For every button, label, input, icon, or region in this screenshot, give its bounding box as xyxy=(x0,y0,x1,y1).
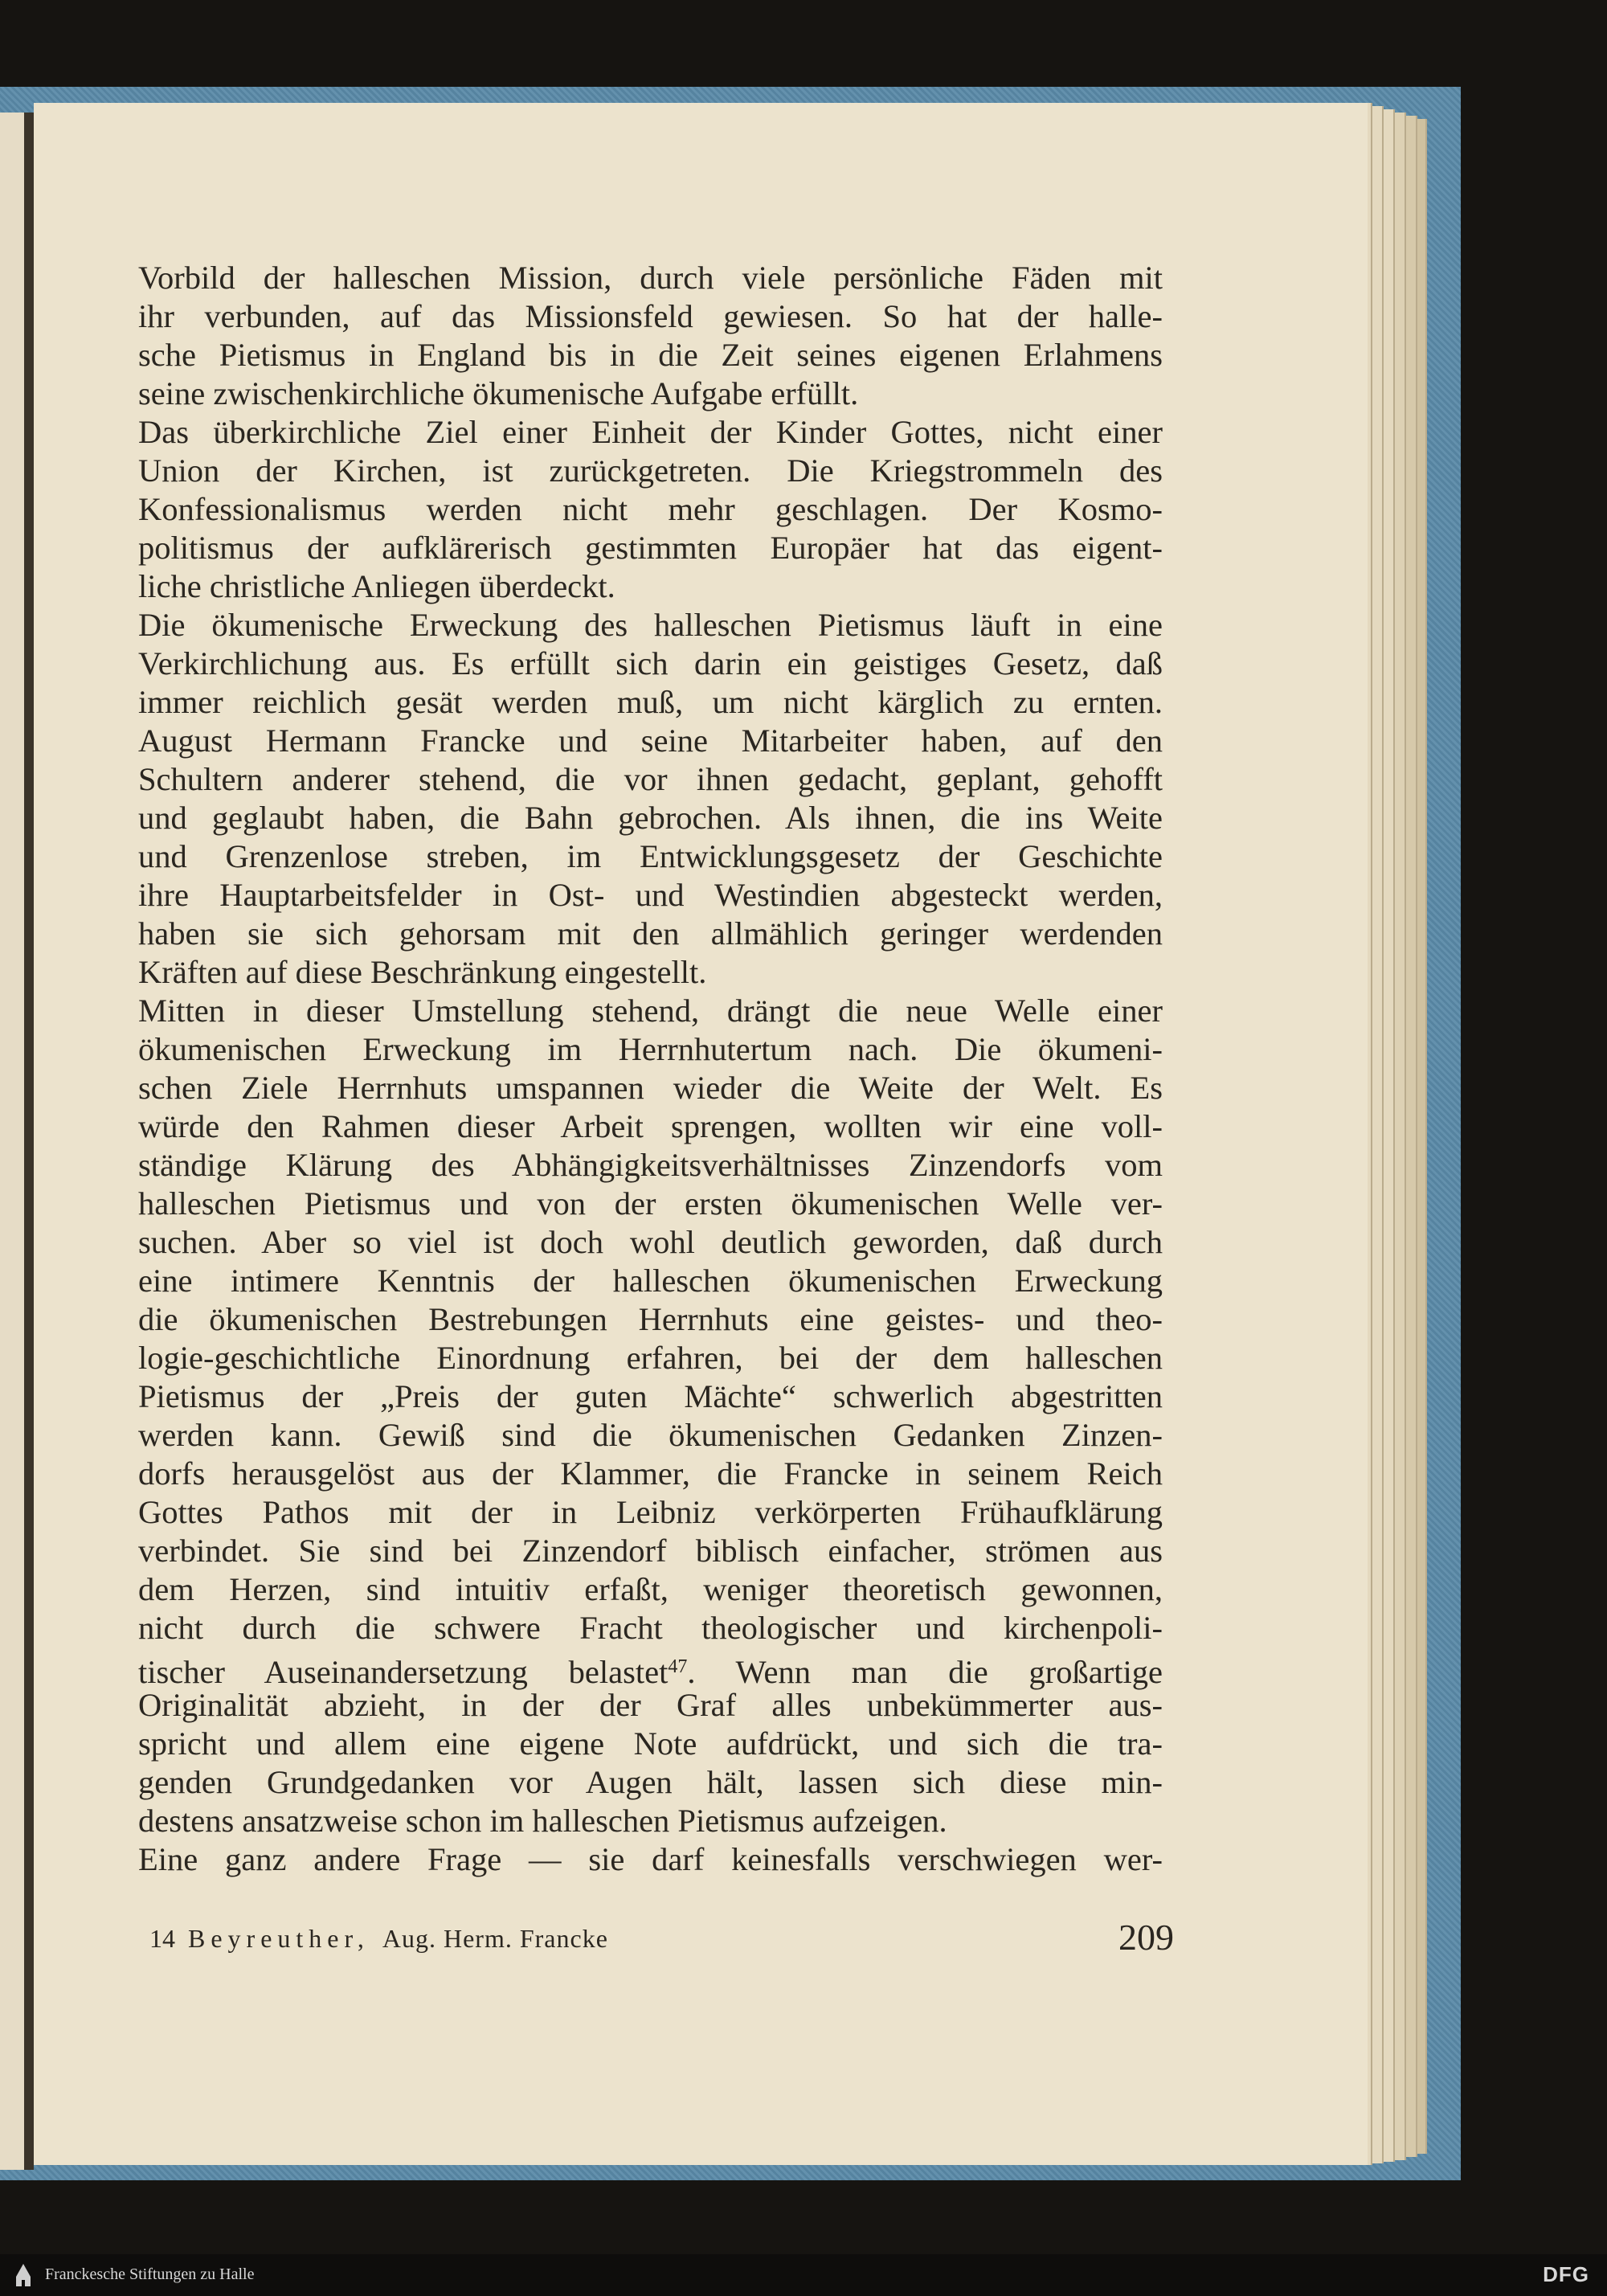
text-line-content: Originalität abzieht, in der der Graf alles unbekümmerter aus- xyxy=(138,1687,1163,1723)
text-line xyxy=(138,1223,1163,1262)
text-line-content: Kräften auf diese Beschränkung eingestellt. xyxy=(138,954,707,990)
text-line-content: und Grenzenlose streben, im Entwicklungsgesetz der Geschichte xyxy=(138,838,1163,874)
text-line xyxy=(138,606,1163,645)
signature-number: 14 xyxy=(149,1924,175,1953)
page-stack xyxy=(1382,109,1395,2162)
text-line-content: suchen. Aber so viel ist doch wohl deutlich geworden, daß durch xyxy=(138,1224,1163,1260)
text-line-content: Eine ganz andere Frage — sie darf keinesfalls verschwiegen wer- xyxy=(138,1841,1163,1877)
text-line-content: verbindet. Sie sind bei Zinzendorf biblisch einfacher, strömen aus xyxy=(138,1533,1163,1569)
text-line xyxy=(138,490,1163,529)
text-line-content: ihre Hauptarbeitsfelder in Ost- und Westindien abgesteckt werden, xyxy=(138,877,1163,913)
text-line-content: destens ansatzweise schon im halleschen Pietismus aufzeigen. xyxy=(138,1803,947,1839)
text-line xyxy=(138,837,1163,876)
text-line-content: Pietismus der „Preis der guten Mächte“ schwerlich abgestritten xyxy=(138,1378,1163,1414)
text-line-content: eine intimere Kenntnis der halleschen ökumenischen Erweckung xyxy=(138,1263,1163,1299)
text-line-content: seine zwischenkirchliche ökumenische Aufgabe erfüllt. xyxy=(138,375,859,411)
signature-title: Aug. Herm. Francke xyxy=(382,1924,608,1953)
text-line xyxy=(138,1840,1163,1879)
page-stack xyxy=(1405,116,1417,2157)
text-line-content: tischer Auseinandersetzung belastet xyxy=(138,1654,669,1690)
text-line-content: Verkirchlichung aus. Es erfüllt sich darin ein geistiges Gesetz, daß xyxy=(138,645,1163,681)
text-line-content: Vorbild der halleschen Mission, durch viele persönliche Fäden mit xyxy=(138,260,1163,296)
text-line-content: Die ökumenische Erweckung des halleschen Pietismus läuft in eine xyxy=(138,607,1163,643)
text-line-content: Mitten in dieser Umstellung stehend, drängt die neue Welle einer xyxy=(138,992,1163,1029)
text-line-content: ständige Klärung des Abhängigkeitsverhältnisses Zinzendorfs vom xyxy=(138,1147,1163,1183)
signature-author: Beyreuther, xyxy=(188,1924,370,1953)
text-line xyxy=(138,1763,1163,1802)
text-line xyxy=(138,1069,1163,1107)
text-line xyxy=(138,1262,1163,1300)
text-line xyxy=(138,336,1163,374)
text-line xyxy=(138,760,1163,799)
text-line-content: werden kann. Gewiß sind die ökumenischen Gedanken Zinzen- xyxy=(138,1417,1163,1453)
text-line xyxy=(138,259,1163,297)
text-line-content: haben sie sich gehorsam mit den allmählich geringer werdenden xyxy=(138,915,1163,952)
text-line xyxy=(138,1686,1163,1725)
text-line xyxy=(138,915,1163,953)
text-line xyxy=(138,1185,1163,1223)
text-line-content: nicht durch die schwere Fracht theologischer und kirchenpoli- xyxy=(138,1610,1163,1646)
text-line xyxy=(138,1532,1163,1570)
text-line-content: Das überkirchliche Ziel einer Einheit der Kinder Gottes, nicht einer xyxy=(138,414,1163,450)
text-line xyxy=(138,1609,1163,1647)
text-line xyxy=(138,876,1163,915)
text-line xyxy=(138,1416,1163,1455)
page-stack xyxy=(1393,113,1406,2160)
text-line xyxy=(138,683,1163,722)
institution-name: Franckesche Stiftungen zu Halle xyxy=(45,2265,255,2283)
text-line xyxy=(138,1377,1163,1416)
text-line xyxy=(138,1300,1163,1339)
text-line xyxy=(138,567,1163,606)
text-line-content: dorfs herausgelöst aus der Klammer, die Francke in seinem Reich xyxy=(138,1455,1163,1492)
text-line-content: spricht und allem eine eigene Note aufdrückt, und sich die tra- xyxy=(138,1725,1163,1762)
text-line xyxy=(138,1725,1163,1763)
text-line xyxy=(138,1455,1163,1493)
text-line xyxy=(138,722,1163,760)
dfg-logo: DFG xyxy=(1543,2262,1589,2286)
gutter-shadow xyxy=(24,113,34,2170)
text-line-content: dem Herzen, sind intuitiv erfaßt, weniger theoretisch gewonnen, xyxy=(138,1571,1163,1607)
footnote-reference: 47 xyxy=(668,1656,688,1677)
text-line xyxy=(138,992,1163,1030)
text-line-content: politismus der aufklärerisch gestimmten Europäer hat das eigent- xyxy=(138,530,1163,566)
page-number: 209 xyxy=(1118,1917,1174,1958)
text-line xyxy=(138,297,1163,336)
institution-logo-icon xyxy=(14,2262,32,2288)
text-line-content: Schultern anderer stehend, die vor ihnen gedacht, geplant, gehofft xyxy=(138,761,1163,797)
text-line-content: logie-geschichtliche Einordnung erfahren, bei der dem halleschen xyxy=(138,1340,1163,1376)
text-line xyxy=(138,1030,1163,1069)
text-line-content: ökumenischen Erweckung im Herrnhutertum nach. Die ökumeni- xyxy=(138,1031,1163,1067)
text-line-content: August Hermann Francke und seine Mitarbeiter haben, auf den xyxy=(138,722,1163,759)
viewer-footer xyxy=(0,2254,1607,2296)
text-line xyxy=(138,1570,1163,1609)
text-line-content: liche christliche Anliegen überdeckt. xyxy=(138,568,615,604)
text-line-content: schen Ziele Herrnhuts umspannen wieder die Weite der Welt. Es xyxy=(138,1070,1163,1106)
text-line-content: sche Pietismus in England bis in die Zeit seines eigenen Erlahmens xyxy=(138,337,1163,373)
text-line xyxy=(138,1339,1163,1377)
text-line-content: immer reichlich gesät werden muß, um nicht kärglich zu ernten. xyxy=(138,684,1163,720)
text-line xyxy=(138,413,1163,452)
page-stack xyxy=(1371,106,1384,2163)
body-text xyxy=(138,259,1163,1879)
text-line xyxy=(138,1647,1163,1690)
text-line-content: halleschen Pietismus und von der ersten ökumenischen Welle ver- xyxy=(138,1185,1163,1222)
text-line-continuation: . Wenn man die großartige xyxy=(687,1654,1163,1690)
text-line-content: die ökumenischen Bestrebungen Herrnhuts eine geistes- und theo- xyxy=(138,1301,1163,1337)
text-line xyxy=(138,374,1163,413)
text-line-content: würde den Rahmen dieser Arbeit sprengen, wollten wir eine voll- xyxy=(138,1108,1163,1144)
text-line-content: ihr verbunden, auf das Missionsfeld gewiesen. So hat der halle- xyxy=(138,298,1163,334)
text-line-content: Union der Kirchen, ist zurückgetreten. Die Kriegstrommeln des xyxy=(138,452,1163,489)
printer-signature xyxy=(149,1924,608,1954)
text-line xyxy=(138,1146,1163,1185)
text-line xyxy=(138,1802,1163,1840)
text-line xyxy=(138,953,1163,992)
page-stack xyxy=(1416,119,1427,2154)
text-line xyxy=(138,452,1163,490)
text-line-content: genden Grundgedanken vor Augen hält, lassen sich diese min- xyxy=(138,1764,1163,1800)
text-line xyxy=(138,1493,1163,1532)
text-line xyxy=(138,645,1163,683)
text-line-content: und geglaubt haben, die Bahn gebrochen. Als ihnen, die ins Weite xyxy=(138,800,1163,836)
text-line-content: Gottes Pathos mit der in Leibniz verkörperten Frühaufklärung xyxy=(138,1494,1163,1530)
text-line xyxy=(138,1107,1163,1146)
running-foot xyxy=(149,1916,1174,1964)
text-line xyxy=(138,799,1163,837)
text-line xyxy=(138,529,1163,567)
text-line-content: Konfessionalismus werden nicht mehr geschlagen. Der Kosmo- xyxy=(138,491,1163,527)
